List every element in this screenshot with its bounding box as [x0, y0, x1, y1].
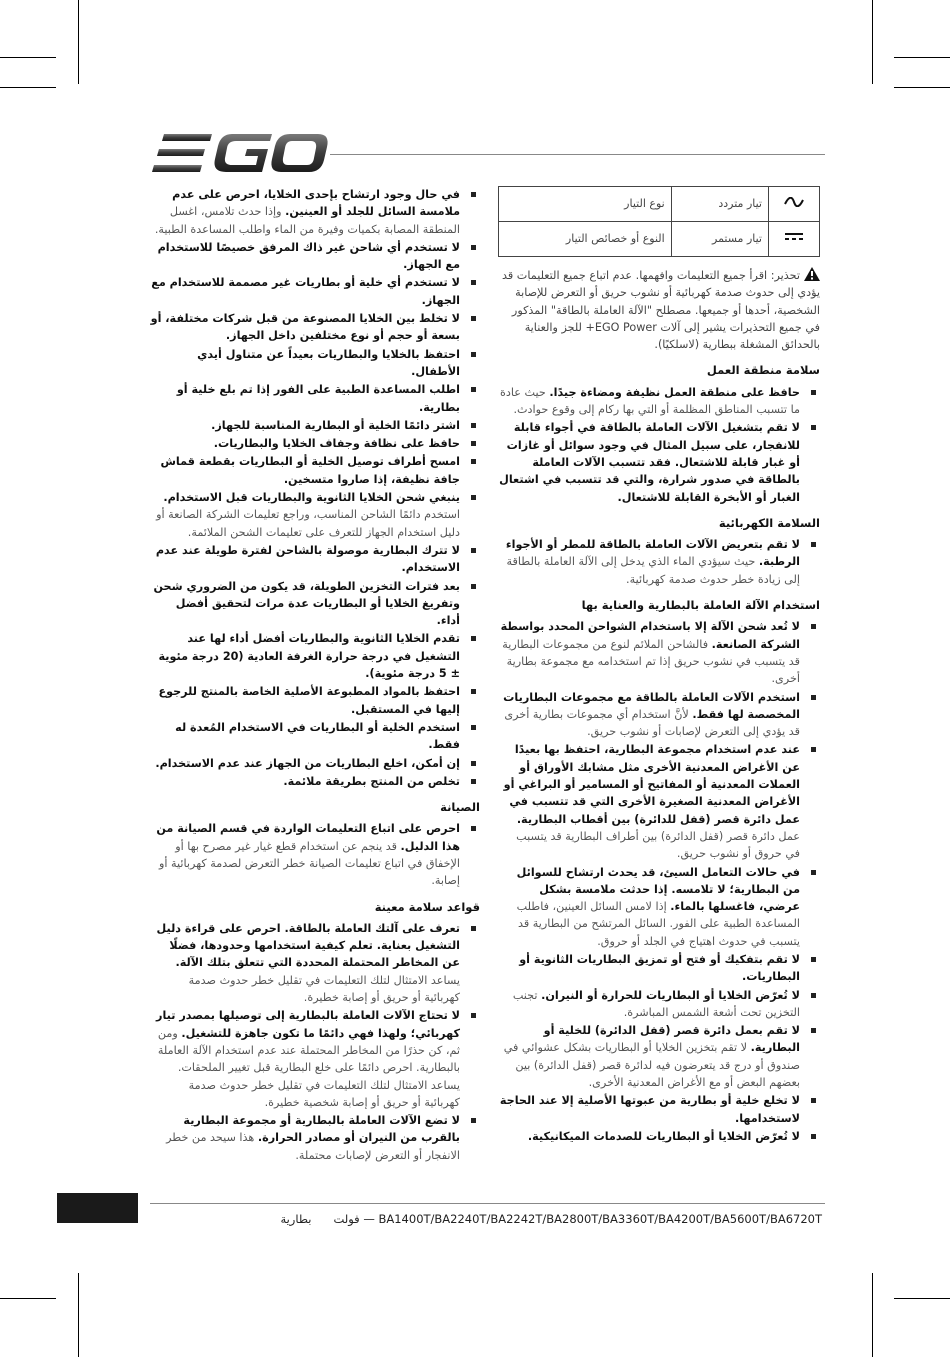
bullet-bold-text: لا تضع الآلات العاملة بالبطارية أو مجموعة البطارية بالقرب من النيران أو مصادر الحرارة. — [183, 1114, 460, 1145]
crop-mark — [894, 57, 950, 58]
bullet-item — [498, 741, 820, 862]
right-content — [498, 362, 820, 1145]
bullet-item — [498, 987, 820, 1022]
page-number-box — [57, 1193, 138, 1223]
crop-mark — [0, 57, 56, 58]
crop-mark — [0, 87, 56, 88]
crop-mark — [78, 0, 79, 84]
crop-mark — [78, 1273, 79, 1357]
header-rule — [330, 154, 825, 155]
current-type-table — [498, 186, 820, 257]
bullet-bold-text: لا تحتاج الآلات العاملة بالبطارية إلى توصيلها بمصدر تيار كهربائي؛ ولهذا فهي دائمًا ما تكون جاهزة للتشغيل. — [156, 1009, 460, 1040]
bullet-bold-text: احتفظ بالمواد المطبوعة الأصلية الخاصة بالمنتج للرجوع إليها في المستقبل. — [158, 685, 460, 716]
crop-mark — [872, 1273, 873, 1357]
bullet-item — [498, 618, 820, 687]
bullet-bold-text: لا تقم بتعريض الآلات العاملة بالطاقة للمطر أو الأجواء الرطبة. — [505, 538, 800, 569]
bullet-bold-text: امسح أطراف توصيل الخلية أو البطاريات بقطعة قماش جافة نظيفة، إذا صاروا متسخين. — [160, 455, 460, 486]
section-heading: استخدام الآلة العاملة بالبطارية والعناية بها — [581, 598, 820, 613]
bullet-item — [498, 689, 820, 741]
bullet-bold-text: عند عدم استخدام مجموعة البطارية، احتفظ بها بعيدًا عن الأغراض المعدنية الأخرى مثل مشابك الأوراق أو العملات المعدنية أو المفاتيح أو المسامير أو البراغي أو الأغراض المعدنية الصغيرة الأخرى التي قد تتسبب في عمل دائرة قصر (قفل للدائرة) بين أقطاب البطارية. — [503, 743, 800, 826]
bullet-bold-text: تقدم الخلايا الثانوية والبطاريات أفضل أداء لها عند التشغيل في درجة حرارة الغرفة العادية (20 درجة مئوية ± 5 درجة مئوية). — [158, 632, 460, 681]
bullet-bold-text: لا تُعد شحن الآلة إلا باستخدام الشواحن المحدد بواسطة الشركة الصانعة. — [500, 620, 800, 651]
bullet-bold-text: لا تقم بعمل دائرة قصر (قفل الدائرة) للخلية أو البطارية. — [543, 1024, 800, 1055]
table-row — [499, 222, 820, 257]
bullet-item — [498, 1092, 820, 1127]
bullet-item — [150, 310, 480, 345]
bullet-item — [498, 864, 820, 950]
bullet-bold-text: استخدم الخلية أو البطاريات في الاستخدام المُعدة له فقط. — [175, 720, 460, 752]
bullet-item — [150, 274, 480, 309]
bullet-bold-text: في حال وجود ارتشاح بإحدى الخلايا، احرص على عدم ملامسة السائل للجلد أو العينين. — [172, 188, 460, 219]
footer-unit: فولت — [333, 1212, 360, 1226]
bullet-item — [498, 419, 820, 505]
bullet-text: حيث عادة ما تتسبب المناطق المظلمة أو التي بها ركام إلى وقوع حوادث. — [500, 385, 800, 417]
bullet-bold-text: لا تستخدم أي خلية أو بطاريات غير مصممة للاستخدام مع الجهاز. — [151, 276, 460, 307]
section-heading: قواعد سلامة معينة — [374, 899, 480, 914]
bullet-item — [150, 489, 480, 541]
footer-rule — [150, 1203, 825, 1204]
bullet-item — [150, 417, 480, 434]
bullet-bold-text: إن أمكن، اخلع البطاريات من الجهاز عند عدم الاستخدام. — [155, 756, 460, 770]
bullet-item — [150, 820, 480, 889]
bullet-item — [150, 1007, 480, 1111]
bullet-item — [150, 755, 480, 772]
bullet-bold-text: اطلب المساعدة الطبية على الفور إذا تم بلع خلية أو بطارية. — [176, 383, 460, 414]
table-cell-name: تيار متردد — [671, 187, 768, 222]
ac-icon — [769, 187, 820, 222]
bullet-item — [150, 630, 480, 682]
bullet-bold-text: لا تقم بتشغيل الآلات العاملة بالطاقة في أجواء قابلة للانفجار، على سبيل المثال في وجود سوائل أو غازات أو غبار قابلة للاشتعال. فقد تتسبب الآلات العاملة بالطاقة في صدور شرارة، والتي قد تتسبب في اشتعال الغبار أو الأبخرة القابلة للاشتعال. — [499, 421, 800, 504]
bullet-bold-text: استخدم الآلات العاملة بالطاقة مع مجموعات البطاريات المخصصة لها فقط. — [503, 690, 800, 721]
crop-mark — [894, 87, 950, 88]
bullet-text: عمل دائرة قصر (قفل الدائرة) بين أطراف البطارية قد يتسبب في حروق أو نشوب حريق. — [516, 829, 800, 861]
bullet-bold-text: لا تخلع خلية أو بطارية من عبوتها الأصلية إلا عند الحاجة لاستخدامها. — [499, 1094, 800, 1125]
bullet-item — [498, 1128, 820, 1145]
bullet-item — [150, 920, 480, 1006]
bullet-item — [150, 719, 480, 754]
section-heading: السلامة الكهربائية — [718, 515, 820, 530]
section-heading: سلامة منطقة العمل — [706, 363, 820, 378]
bullet-text: وإذا حدث تلامس، اغسل المنطقة المصابة بكميات وفيرة من الماء واطلب المساعدة الطبية. — [154, 205, 460, 236]
bullet-item — [150, 683, 480, 718]
bullet-text: لا تقم بتخزين الخلايا أو البطاريات بشكل عشوائي في صندوق أو درج قد يتعرضون فيه لدائرة قصر (قفل الدائرة) بين بعضهم البعض أو مع الأغراض المعدنية الأخرى. — [503, 1041, 800, 1090]
bullet-bold-text: في حالات التعامل السيئ، قد يحدث ارتشاح للسوائل من البطارية؛ لا تلامسه. إذا حدثت ملامسة بشكل عرضي، فاغسلها بالماء. — [516, 865, 800, 914]
bullet-bold-text: لا تقم بتفكيك أو فتح أو تمزيق البطاريات الثانوية أو البطاريات. — [519, 952, 800, 984]
bullet-text: استخدم دائمًا الشاحن المناسب، وراجع تعليمات الشركة الصانعة أو دليل استخدام الجهاز للتعرف على تعليمات الشحن الملائمة. — [156, 508, 460, 539]
bullet-bold-text: تعرف على آلتك العاملة بالطاقة. احرص على قراءة دليل التشغيل بعناية. تعلم كيفية استخدامها وحدودها، فضلًا عن المخاطر المحتملة المحددة التي تتعلق بتلك الآلة. — [156, 921, 460, 970]
bullet-bold-text: احرص على اتباع التعليمات الواردة في قسم الصيانة من هذا الدليل. — [156, 822, 460, 853]
bullet-bold-text: حافظ على نظافة وجفاف الخلايا والبطاريات. — [213, 437, 460, 451]
bullet-text: تجنب التخزين تحت أشعة الشمس المباشرة. — [512, 988, 800, 1019]
bullet-item — [498, 384, 820, 419]
footer — [280, 1212, 822, 1226]
bullet-item — [150, 239, 480, 274]
bullet-bold-text: تخلص من المنتج بطريقة ملائمة. — [283, 774, 460, 788]
bullet-item — [150, 346, 480, 381]
bullet-item — [150, 542, 480, 577]
bullet-bold-text: ينبغي شحن الخلايا الثانوية والبطاريات قبل الاستخدام. — [163, 491, 460, 505]
table-cell-desc: النوع أو خصائص التيار — [499, 222, 672, 257]
footer-label: بطارية — — [280, 1212, 375, 1226]
bullet-item — [150, 773, 480, 790]
crop-mark — [894, 1298, 950, 1299]
warning-paragraph — [498, 267, 820, 353]
bullet-bold-text: لا تستخدم أي شاحن غير ذاك المرفق خصيصًا للاستخدام مع الجهاز. — [157, 240, 460, 272]
bullet-text: إذا لامس السائل العينين، فاطلب المساعدة الطبية على الفور. السائل المرتشح من البطارية قد يتسبب في حدوث اهتياج في الجلد أو حروق. — [516, 900, 800, 948]
bullet-bold-text: بعد فترات التخزين الطويلة، قد يكون من الضروري شحن وتفريغ الخلايا أو البطاريات عدة مرات لتحقيق أفضل أداء. — [153, 579, 460, 628]
bullet-bold-text: حافظ على منطقة العمل نظيفة ومضاءة جيدًا. — [549, 385, 800, 399]
bullet-item — [498, 536, 820, 588]
bullet-text: لأنَّ استخدام أي مجموعات بطارية أخرى قد يؤدي إلى التعرض لإصابات أو نشوب حريق. — [504, 707, 800, 739]
bullet-item — [150, 1112, 480, 1164]
bullet-item — [150, 186, 480, 238]
warning-icon — [804, 267, 820, 281]
bullet-item — [150, 453, 480, 488]
bullet-item — [150, 435, 480, 452]
bullet-item — [150, 381, 480, 416]
bullet-text: حيث سيؤدي الماء الذي يدخل إلى الآلة العاملة بالطاقة إلى زيادة خطر حدوث صدمة كهربائية. — [506, 555, 800, 586]
bullet-bold-text: لا تترك البطارية موصولة بالشاحن لفترة طويلة عند عدم الاستخدام. — [155, 543, 460, 575]
warning-text: تحذير: اقرأ جميع التعليمات وافهمها. عدم اتباع جميع التعليمات قد يؤدي إلى حدوث صدمة كهربائية أو نشوب حريق أو التعرض للإصابة الشخصية، أحدها أو جميعها. مصطلح "الآلة العاملة بالطاقة" المذكور في جميع التحذيرات يشير إلى آلات EGO Power+ للجز والعناية بالحدائق المشغلة ببطارية (لاسلكيًا). — [502, 269, 820, 352]
table-row — [499, 187, 820, 222]
table-cell-desc: نوع التيار — [499, 187, 672, 222]
dc-icon — [769, 222, 820, 257]
footer-models: BA1400T/BA2240T/BA2242T/BA2800T/BA3360T/BA4200T/BA5600T/BA6720T — [378, 1212, 822, 1226]
ego-logo — [150, 132, 330, 174]
table-cell-name: تيار مستمر — [671, 222, 768, 257]
bullet-bold-text: لا تخلط بين الخلايا المصنوعة من قبل شركات مختلفة، أو بسعة أو حجم أو نوع مختلفين داخل الجهاز. — [150, 312, 460, 343]
bullet-bold-text: اشتر دائمًا الخلية أو البطارية المناسبة للجهاز. — [211, 418, 460, 432]
bullet-text: ومن ثم، كن حذرًا من المخاطر المحتملة عند عدم استخدام الآلة العاملة بالبطارية. احرص دائمًا على خلع البطارية قبل تغيير الملحقات. يساعد الامتثال لتلك التعليمات في تقليل خطر حدوث صدمة كهربائية أو حريق أو إصابة شخصية خطيرة. — [157, 1026, 460, 1109]
bullet-text: قد ينجم عن استخدام قطع غيار غير مصرح بها أو الإخفاق في اتباع تعليمات الصيانة خطر التعرض لصدمة كهربائية أو إصابة. — [158, 839, 460, 888]
bullet-bold-text: احتفظ بالخلايا والبطاريات بعيداً عن متناول أيدي الأطفال. — [197, 347, 460, 378]
bullet-item — [498, 1022, 820, 1091]
bullet-bold-text: لا تُعرّض الخلايا أو البطاريات للحرارة أو النيران. — [541, 988, 800, 1002]
bullet-text: هذا سيحد من خطر الانفجار أو التعرض لإصابات محتملة. — [166, 1131, 460, 1162]
crop-mark — [0, 1298, 56, 1299]
bullet-bold-text: لا تُعرّض الخلايا أو البطاريات للصدمات الميكانيكية. — [527, 1129, 800, 1143]
bullet-text: يساعد الامتثال لتلك التعليمات في تقليل خطر حدوث صدمة كهربائية أو حريق أو إصابة خطيرة. — [188, 973, 460, 1005]
left-content — [150, 186, 480, 1164]
section-heading: الصيانة — [440, 800, 480, 815]
right-column — [498, 186, 820, 1146]
bullet-item — [150, 578, 480, 630]
left-column — [150, 186, 480, 1165]
bullet-item — [498, 951, 820, 986]
bullet-text: فالشاحن الملائم لنوع من مجموعات البطارية قد يتسبب في نشوب حريق إذا تم استخدامه مع مجموعة بطارية أخرى. — [502, 637, 800, 686]
crop-mark — [872, 0, 873, 84]
